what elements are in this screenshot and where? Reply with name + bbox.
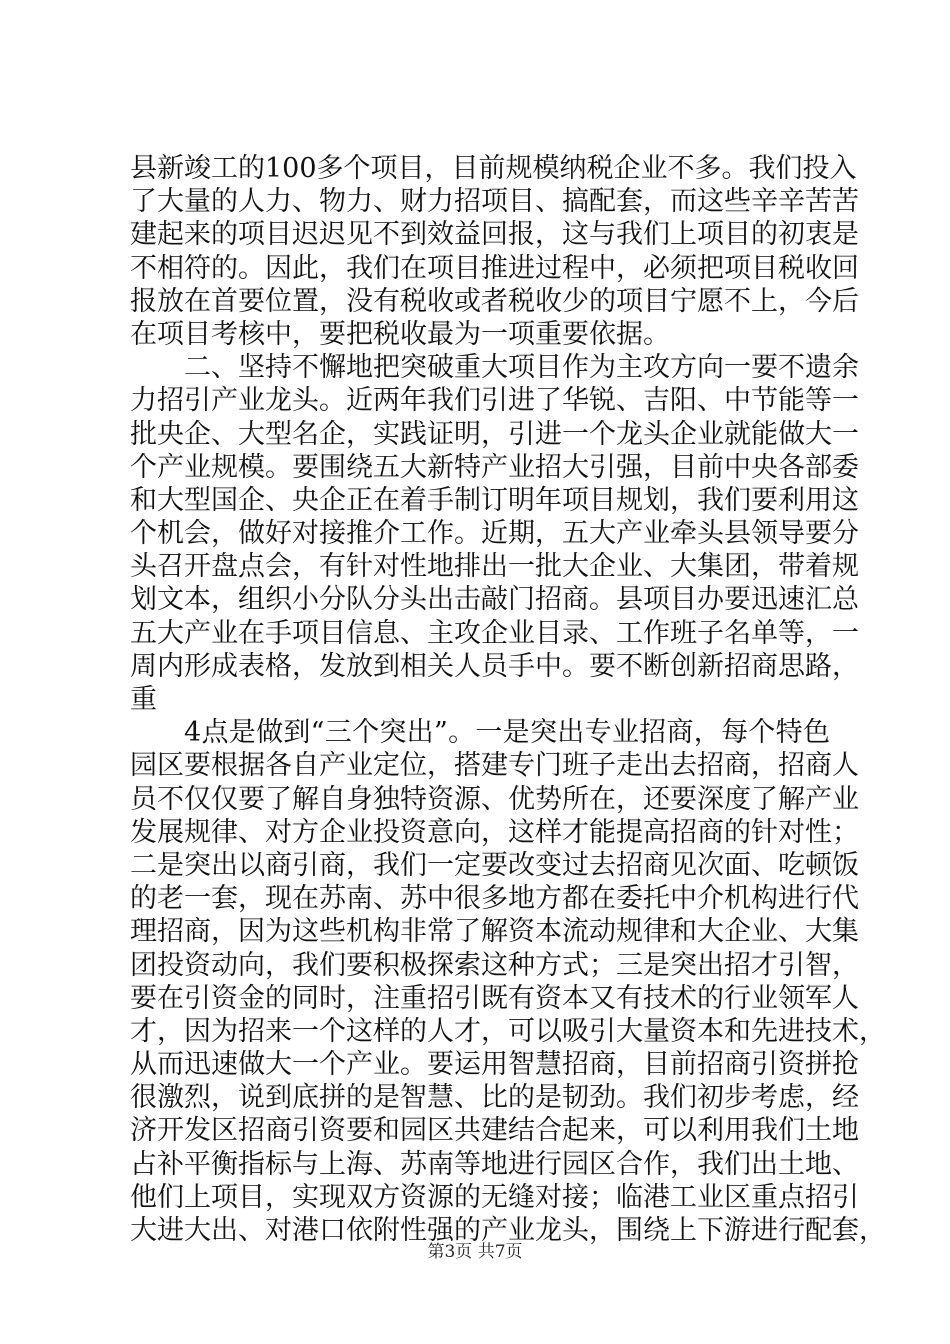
text-line: 二是突出以商引商，我们一定要改变过去招商见次面、吃顿饭 (130, 849, 859, 881)
text-line: 不相符的。因此，我们在项目推进过程中，必须把项目税收回 (130, 252, 859, 284)
text-line: 二、坚持不懈地把突破重大项目作为主攻方向一要不遗余 (184, 352, 859, 384)
text-line: 园区要根据各自产业定位，搭建专门班子走出去招商，招商人 (130, 750, 859, 782)
text-line: 济开发区招商引资要和园区共建结合起来，可以利用我们土地 (130, 1115, 859, 1147)
document-body (130, 152, 886, 1247)
text-line: 了大量的人力、物力、财力招项目、搞配套，而这些辛辛苦苦 (130, 186, 859, 218)
text-line: 个产业规模。要围绕五大新特产业招大引强，目前中央各部委 (130, 451, 859, 483)
text-line: 理招商，因为这些机构非常了解资本流动规律和大企业、大集 (130, 916, 859, 948)
text-line: 批央企、大型名企，实践证明，引进一个龙头企业就能做大一 (130, 418, 859, 450)
text-line: 很激烈，说到底拼的是智慧、比的是韧劲。我们初步考虑，经 (130, 1082, 859, 1114)
text-line: 员不仅仅要了解自身独特资源、优势所在，还要深度了解产业 (130, 783, 859, 815)
text-line: 才，因为招来一个这样的人才，可以吸引大量资本和先进技术， (130, 1015, 886, 1047)
text-line: 要在引资金的同时，注重招引既有资本又有技术的行业领军人 (130, 982, 859, 1014)
text-line: 力招引产业龙头。近两年我们引进了华锐、吉阳、中节能等一 (130, 385, 859, 417)
text-line: 头召开盘点会，有针对性地排出一批大企业、大集团，带着规 (130, 551, 859, 583)
text-line: 他们上项目，实现双方资源的无缝对接；临港工业区重点招引 (130, 1181, 859, 1213)
text-line: 在项目考核中，要把税收最为一项重要依据。 (130, 318, 670, 350)
text-line: 和大型国企、央企正在着手制订明年项目规划，我们要利用这 (130, 484, 859, 516)
text-line: 占补平衡指标与上海、苏南等地进行园区合作，我们出土地、 (130, 1148, 859, 1180)
page-footer: 第3页 共7页 (427, 1242, 523, 1262)
text-line: 周内形成表格，发放到相关人员手中。要不断创新招商思路， (130, 650, 859, 682)
text-line: 的老一套，现在苏南、苏中很多地方都在委托中介机构进行代 (130, 883, 859, 915)
text-line: 发展规律、对方企业投资意向，这样才能提高招商的针对性； (130, 816, 859, 848)
text-line: 建起来的项目迟迟见不到效益回报，这与我们上项目的初衷是 (130, 219, 859, 251)
text-line: 县新竣工的100多个项目，目前规模纳税企业不多。我们投入 (130, 153, 857, 184)
text-line: 4点是做到“三个突出”。一是突出专业招商，每个特色 (184, 717, 830, 749)
text-line: 团投资动向，我们要积极探索这种方式；三是突出招才引智， (130, 949, 859, 981)
text-line: 从而迅速做大一个产业。要运用智慧招商，目前招商引资拼抢 (130, 1049, 859, 1081)
text-line: 大进大出、对港口依附性强的产业龙头，围绕上下游进行配套， (130, 1215, 886, 1246)
text-line: 重 (130, 684, 157, 715)
text-line: 个机会，做好对接推介工作。近期，五大产业牵头县领导要分 (130, 518, 859, 550)
text-line: 五大产业在手项目信息、主攻企业目录、工作班子名单等，一 (130, 617, 859, 649)
text-line: 报放在首要位置，没有税收或者税收少的项目宁愿不上，今后 (130, 285, 859, 317)
text-line: 划文本，组织小分队分头出击敲门招商。县项目办要迅速汇总 (130, 584, 859, 616)
